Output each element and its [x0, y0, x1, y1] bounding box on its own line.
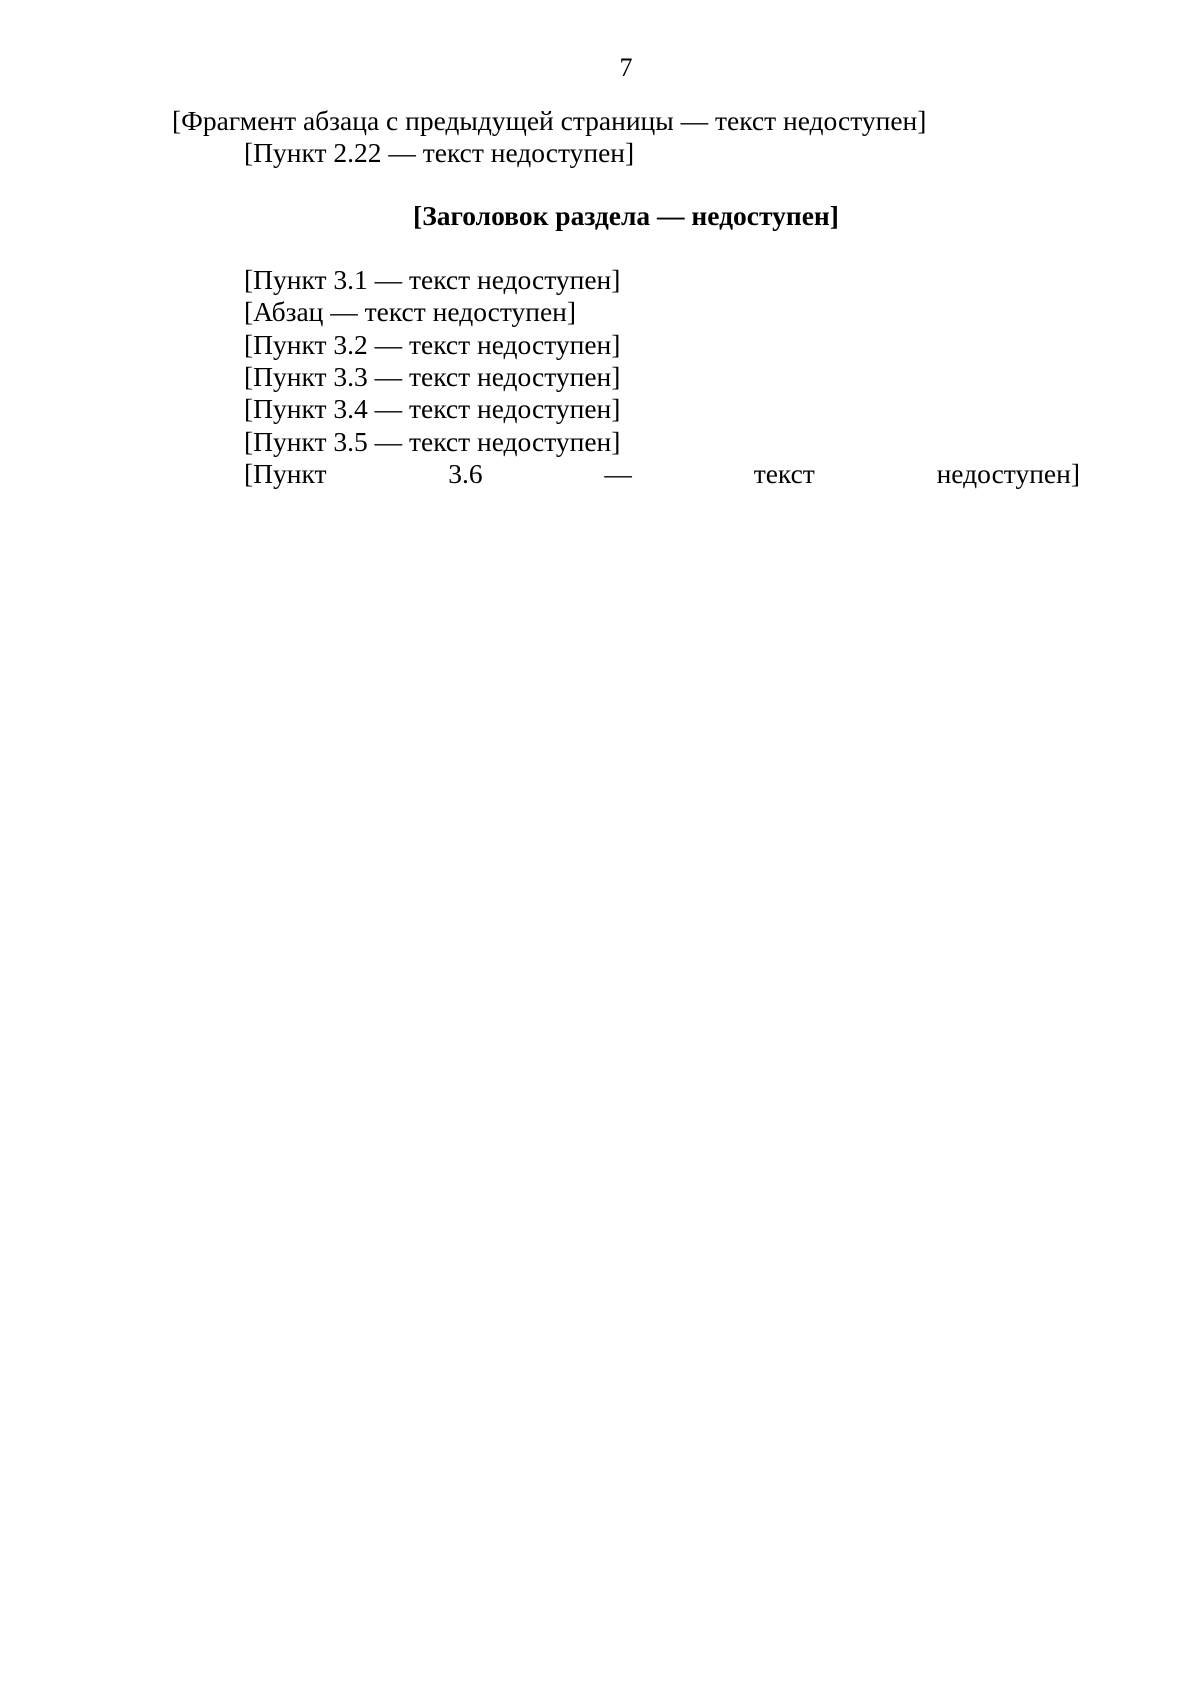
section-title: [Заголовок раздела — недоступен]	[413, 199, 839, 231]
paragraph-3-3: [Пункт 3.3 — текст недоступен]	[244, 361, 621, 393]
paragraph-3-1-report: [Абзац — текст недоступен]	[244, 296, 577, 328]
paragraph-3-5: [Пункт 3.5 — текст недоступен]	[244, 425, 621, 457]
paragraph-3-1: [Пункт 3.1 — текст недоступен]	[244, 263, 621, 295]
paragraph-3-2: [Пункт 3.2 — текст недоступен]	[244, 328, 621, 360]
body-after-section	[172, 264, 1080, 491]
paragraph-3-4: [Пункт 3.4 — текст недоступен]	[244, 393, 621, 425]
body-before-section	[172, 105, 1080, 170]
paragraph-3-6: [Пункт 3.6 — текст недоступен]	[244, 458, 1080, 490]
paragraph-2-22: [Пункт 2.22 — текст недоступен]	[244, 137, 635, 169]
paragraph: [Фрагмент абзаца с предыдущей страницы — текст недоступен]	[172, 105, 927, 136]
page-number: 7	[619, 53, 633, 82]
